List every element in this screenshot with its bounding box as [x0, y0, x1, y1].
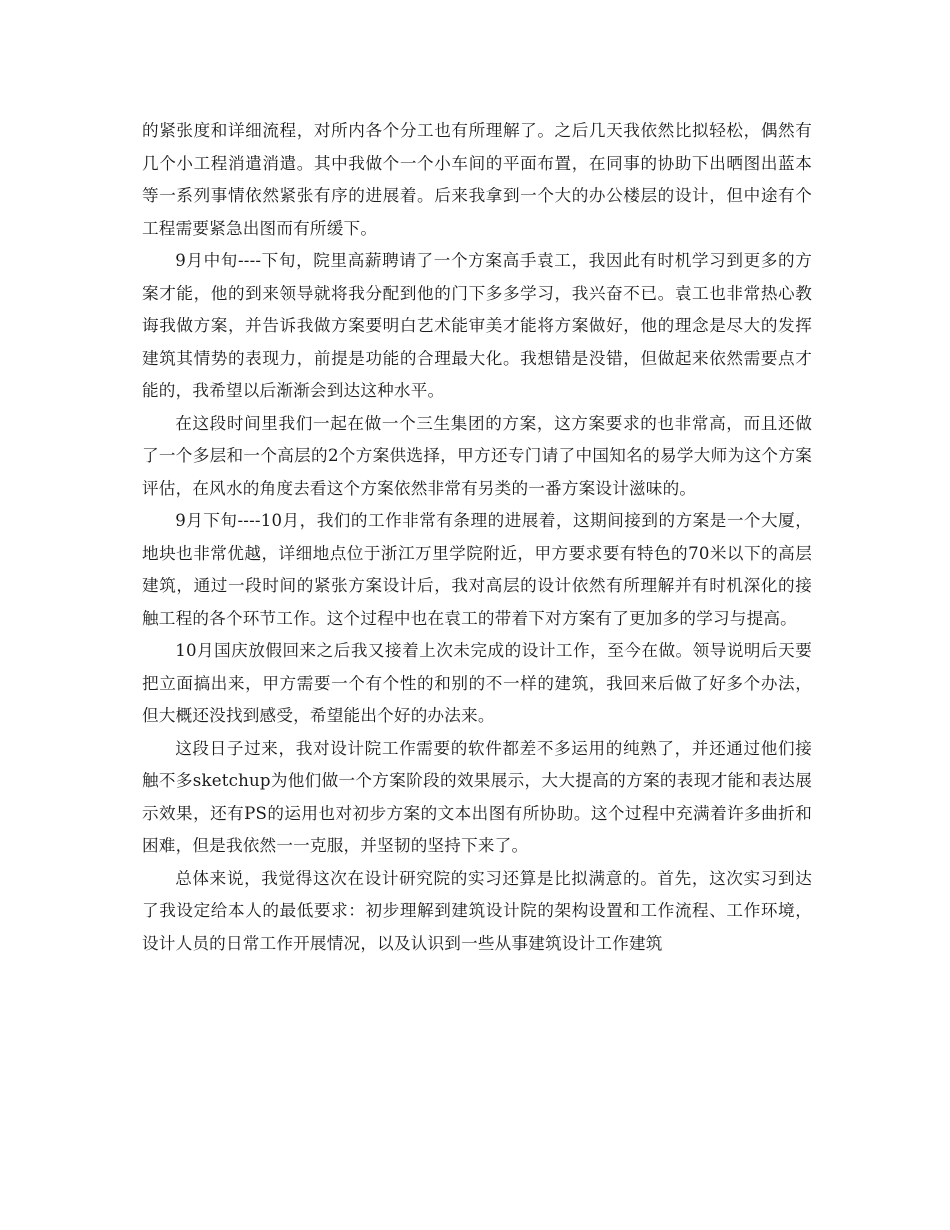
paragraph-7: 总体来说，我觉得这次在设计研究院的实习还算是比拟满意的。首先，这次实习到达了我设定给本人的最低要求：初步理解到建筑设计院的架构设置和工作流程、工作环境，设计人员的日常工作开展情况，以及认识到一些从事建筑设计工作建筑 [142, 868, 812, 953]
paragraph-6: 这段日子过来，我对设计院工作需要的软件都差不多运用的纯熟了，并还通过他们接触不多sketchup为他们做一个方案阶段的效果展示，大大提高的方案的表现才能和表达展示效果，还有PS的运用也对初步方案的文本出图有所协助。这个过程中充满着许多曲折和困难，但是我依然一一克服，并坚韧的坚持下来了。 [142, 738, 812, 855]
paragraph-2: 9月中旬----下旬，院里高薪聘请了一个方案高手袁工，我因此有时机学习到更多的方案才能，他的到来领导就将我分配到他的门下多多学习，我兴奋不已。袁工也非常热心教诲我做方案，并告诉我做方案要明白艺术能审美才能将方案做好，他的理念是尽大的发挥建筑其情势的表现力，前提是功能的合理最大化。我想错是没错，但做起来依然需要点才能的，我希望以后渐渐会到达这种水平。 [142, 251, 812, 400]
document-body [142, 115, 812, 960]
paragraph-4: 9月下旬----10月，我们的工作非常有条理的进展着，这期间接到的方案是一个大厦，地块也非常优越，详细地点位于浙江万里学院附近，甲方要求要有特色的70米以下的高层建筑，通过一段时间的紧张方案设计后，我对高层的设计依然有所理解并有时机深化的接触工程的各个环节工作。这个过程中也在袁工的带着下对方案有了更加多的学习与提高。 [142, 511, 812, 628]
paragraph-5: 10月国庆放假回来之后我又接着上次未完成的设计工作，至今在做。领导说明后天要把立面搞出来，甲方需要一个有个性的和别的不一样的建筑，我回来后做了好多个办法，但大概还没找到感受，希望能出个好的办法来。 [142, 641, 812, 725]
paragraph-3: 在这段时间里我们一起在做一个三生集团的方案，这方案要求的也非常高，而且还做了一个多层和一个高层的2个方案供选择，甲方还专门请了中国知名的易学大师为这个方案评估，在风水的角度去看这个方案依然非常有另类的一番方案设计滋味的。 [142, 413, 812, 498]
paragraph-1: 的紧张度和详细流程，对所内各个分工也有所理解了。之后几天我依然比拟轻松，偶然有几个小工程消遣消遣。其中我做个一个小车间的平面布置，在同事的协助下出晒图出蓝本等一系列事情依然紧张有序的进展着。后来我拿到一个大的办公楼层的设计，但中途有个工程需要紧急出图而有所缓下。 [142, 121, 812, 238]
